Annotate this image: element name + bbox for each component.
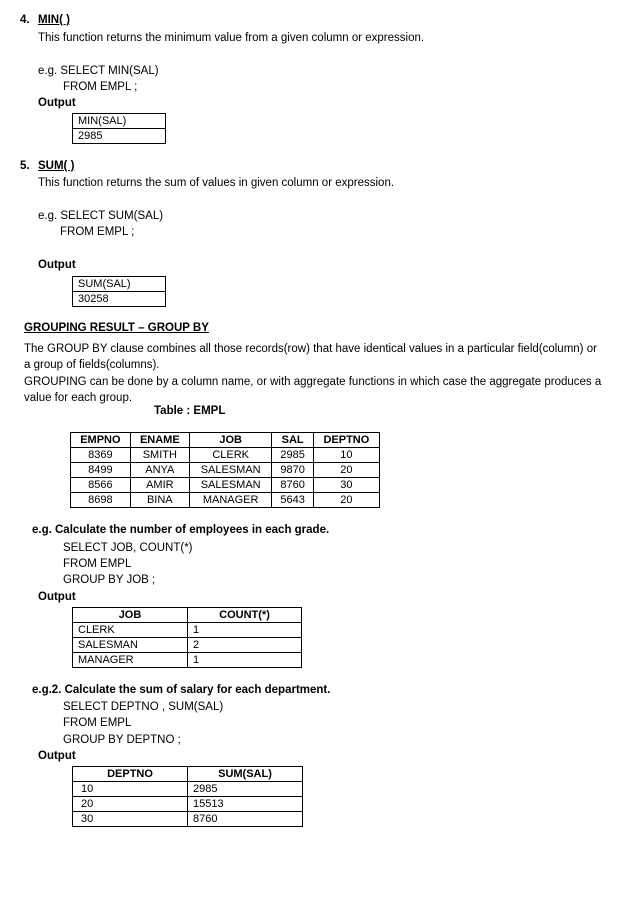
min-output-label: Output [38,97,76,109]
table-cell: 20 [313,493,379,508]
table-cell: 2985 [188,782,303,797]
table-row [71,448,380,463]
min-output-table [72,113,166,144]
example1-output-label: Output [38,591,76,603]
min-output-value: 2985 [73,129,166,144]
example1-line2: FROM EMPL [63,558,132,570]
table-cell: 10 [73,782,188,797]
sum-example-line1: e.g. SELECT SUM(SAL) [38,210,164,222]
table-cell: 2985 [272,448,313,463]
example2-header-cell: SUM(SAL) [188,767,303,782]
table-cell: 30 [73,812,188,827]
sum-number: 5. [20,160,30,172]
example1-header-row [73,608,302,623]
empl-header-cell: EMPNO [71,433,131,448]
grouping-paragraph-1: The GROUP BY clause combines all those records(row) that have identical values in a particular field(column) or a group of fields(columns). [24,343,597,371]
empl-table [70,432,380,508]
example2-line2: FROM EMPL [63,717,132,729]
example2-line3: GROUP BY DEPTNO ; [63,734,181,746]
grouping-paragraph-2: GROUPING can be done by a column name, or with aggregate functions in which case the aggregate produces a value for each group. [24,376,602,404]
sum-output-header: SUM(SAL) [73,277,166,292]
table-cell: CLERK [73,623,188,638]
table-cell: 1 [188,653,302,668]
min-description: This function returns the minimum value from a given column or expression. [38,32,425,44]
table-cell: 8499 [71,463,131,478]
table-cell: SALESMAN [73,638,188,653]
empl-table-title: Table : EMPL [154,405,226,417]
min-example-line2: FROM EMPL ; [63,81,138,93]
table-row [73,782,303,797]
sum-example-line2: FROM EMPL ; [60,226,135,238]
table-cell: 10 [313,448,379,463]
example1-output-table [72,607,302,668]
table-cell: 8760 [188,812,303,827]
example2-header-cell: DEPTNO [73,767,188,782]
table-cell: AMIR [130,478,189,493]
empl-header-cell: ENAME [130,433,189,448]
sum-output-label: Output [38,259,76,271]
table-cell: CLERK [189,448,272,463]
table-cell: SMITH [130,448,189,463]
table-cell: 1 [188,623,302,638]
example1-heading: e.g. Calculate the number of employees in each grade. [32,524,330,536]
empl-header-cell: SAL [272,433,313,448]
example2-output-label: Output [38,750,76,762]
table-cell: 8760 [272,478,313,493]
min-number: 4. [20,14,30,26]
table-cell: 8566 [71,478,131,493]
table-cell: BINA [130,493,189,508]
example2-heading: e.g.2. Calculate the sum of salary for each department. [32,684,331,696]
table-cell: MANAGER [189,493,272,508]
example1-line3: GROUP BY JOB ; [63,574,156,586]
table-row [73,653,302,668]
table-row [73,797,303,812]
table-cell: ANYA [130,463,189,478]
empl-header-cell: JOB [189,433,272,448]
table-row [73,623,302,638]
example1-header-cell: JOB [73,608,188,623]
table-cell: SALESMAN [189,478,272,493]
sum-description: This function returns the sum of values in given column or expression. [38,177,395,189]
empl-header-cell: DEPTNO [313,433,379,448]
table-row [71,493,380,508]
table-cell: SALESMAN [189,463,272,478]
grouping-heading: GROUPING RESULT – GROUP BY [24,322,209,334]
table-cell: 9870 [272,463,313,478]
table-cell: 20 [73,797,188,812]
table-cell: 30 [313,478,379,493]
sum-output-table [72,276,166,307]
table-row [73,638,302,653]
table-cell: 20 [313,463,379,478]
sum-output-value: 30258 [73,292,166,307]
table-cell: 2 [188,638,302,653]
empl-header-row [71,433,380,448]
table-cell: MANAGER [73,653,188,668]
example1-line1: SELECT JOB, COUNT(*) [63,542,193,554]
table-row [71,478,380,493]
table-cell: 8698 [71,493,131,508]
table-row [73,812,303,827]
min-title: MIN( ) [38,14,70,26]
example1-header-cell: COUNT(*) [188,608,302,623]
table-cell: 5643 [272,493,313,508]
table-cell: 15513 [188,797,303,812]
example2-header-row [73,767,303,782]
table-row [71,463,380,478]
min-example-line1: e.g. SELECT MIN(SAL) [38,65,159,77]
example2-output-table [72,766,303,827]
sum-title: SUM( ) [38,160,75,172]
min-output-header: MIN(SAL) [73,114,166,129]
example2-line1: SELECT DEPTNO , SUM(SAL) [63,701,224,713]
table-cell: 8369 [71,448,131,463]
